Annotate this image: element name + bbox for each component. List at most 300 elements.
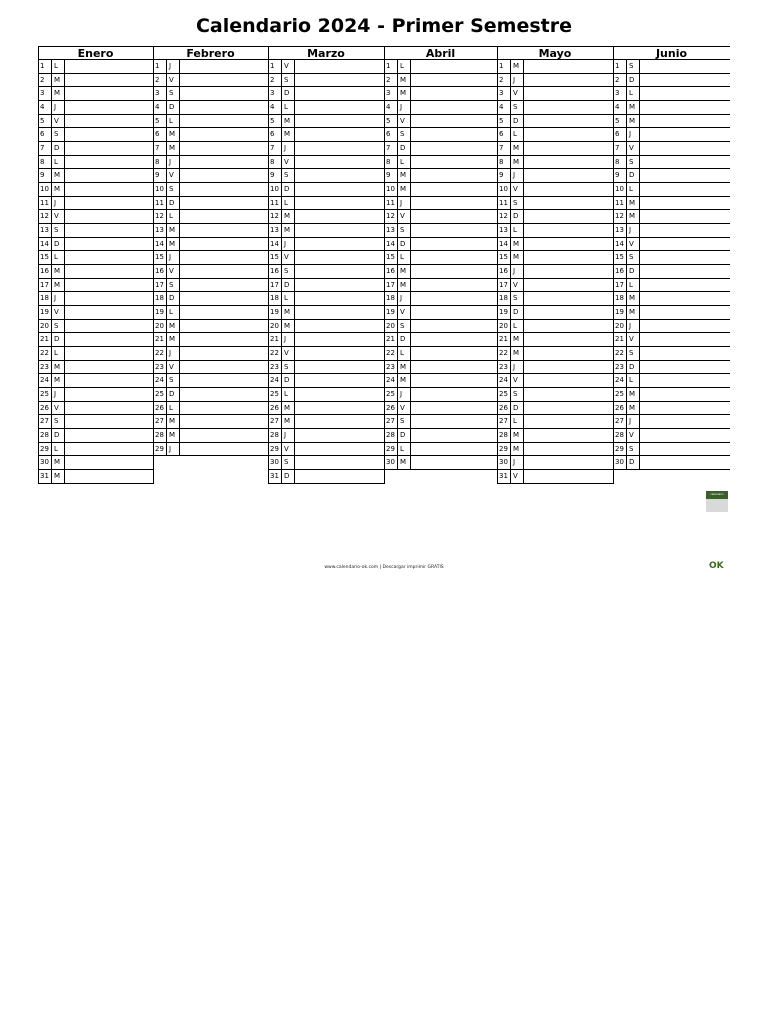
day-row bbox=[613, 87, 730, 101]
cell-divider bbox=[626, 320, 627, 333]
day-number: 19 bbox=[499, 308, 508, 317]
cell-divider bbox=[294, 60, 295, 73]
day-number: 1 bbox=[615, 62, 620, 70]
day-number: 11 bbox=[40, 198, 49, 207]
cell-divider bbox=[294, 183, 295, 196]
cell-divider bbox=[510, 347, 511, 360]
weekday-letter: M bbox=[400, 458, 407, 467]
day-row bbox=[613, 456, 730, 470]
weekday-letter: S bbox=[54, 226, 59, 235]
weekday-letter: D bbox=[54, 144, 60, 153]
cell-divider bbox=[626, 156, 627, 169]
day-number: 13 bbox=[499, 226, 508, 235]
weekday-letter: D bbox=[169, 198, 175, 207]
weekday-letter: S bbox=[629, 253, 634, 262]
day-number: 10 bbox=[270, 185, 279, 194]
weekday-letter: J bbox=[629, 417, 632, 426]
cell-divider bbox=[51, 115, 52, 128]
day-number: 4 bbox=[386, 103, 391, 111]
cell-divider bbox=[639, 429, 640, 442]
day-number: 23 bbox=[615, 362, 624, 371]
weekday-letter: L bbox=[54, 349, 58, 358]
day-row bbox=[384, 101, 497, 115]
cell-divider bbox=[281, 251, 282, 264]
day-number: 3 bbox=[615, 89, 620, 98]
day-number: 8 bbox=[499, 157, 504, 166]
day-row bbox=[153, 292, 268, 306]
day-number: 8 bbox=[386, 157, 391, 166]
weekday-letter: M bbox=[629, 403, 636, 412]
cell-divider bbox=[51, 251, 52, 264]
day-number: 30 bbox=[270, 458, 279, 467]
day-number: 7 bbox=[615, 144, 620, 153]
weekday-letter: D bbox=[284, 376, 290, 385]
day-number: 8 bbox=[155, 157, 160, 166]
day-number: 25 bbox=[155, 390, 164, 399]
day-row bbox=[38, 101, 153, 115]
weekday-letter: M bbox=[169, 144, 176, 153]
day-number: 14 bbox=[40, 239, 49, 248]
cell-divider bbox=[281, 388, 282, 401]
month-column bbox=[384, 46, 497, 484]
cell-divider bbox=[294, 87, 295, 100]
day-row bbox=[497, 402, 613, 416]
day-row bbox=[38, 429, 153, 443]
day-row bbox=[613, 101, 730, 115]
cell-divider bbox=[523, 292, 524, 305]
cell-divider bbox=[626, 456, 627, 469]
day-row bbox=[268, 279, 384, 293]
day-number: 24 bbox=[615, 376, 624, 385]
day-number: 28 bbox=[499, 431, 508, 440]
logo-text: calendario bbox=[706, 491, 728, 499]
weekday-letter: D bbox=[513, 212, 519, 221]
day-number: 4 bbox=[499, 103, 504, 111]
day-number: 5 bbox=[40, 116, 45, 125]
cell-divider bbox=[639, 265, 640, 278]
cell-divider bbox=[639, 306, 640, 319]
cell-divider bbox=[166, 169, 167, 182]
day-row bbox=[153, 224, 268, 238]
cell-divider bbox=[179, 320, 180, 333]
cell-divider bbox=[294, 292, 295, 305]
cell-divider bbox=[639, 115, 640, 128]
day-number: 22 bbox=[40, 349, 49, 358]
cell-divider bbox=[179, 292, 180, 305]
cell-divider bbox=[639, 183, 640, 196]
day-row bbox=[38, 224, 153, 238]
weekday-letter: J bbox=[54, 294, 57, 303]
weekday-letter: D bbox=[284, 280, 290, 289]
cell-divider bbox=[410, 101, 411, 114]
day-number: 21 bbox=[615, 335, 624, 344]
day-row bbox=[613, 333, 730, 347]
day-number: 1 bbox=[155, 62, 160, 70]
cell-divider bbox=[397, 101, 398, 114]
day-row bbox=[268, 224, 384, 238]
day-row bbox=[497, 142, 613, 156]
day-number: 18 bbox=[615, 294, 624, 303]
cell-divider bbox=[281, 115, 282, 128]
day-number: 12 bbox=[386, 212, 395, 221]
cell-divider bbox=[523, 210, 524, 223]
cell-divider bbox=[166, 388, 167, 401]
day-number: 7 bbox=[155, 144, 160, 153]
day-number: 17 bbox=[615, 280, 624, 289]
weekday-letter: D bbox=[629, 75, 635, 84]
cell-divider bbox=[179, 429, 180, 442]
cell-divider bbox=[179, 251, 180, 264]
weekday-letter: S bbox=[513, 390, 518, 399]
weekday-letter: J bbox=[284, 431, 287, 440]
cell-divider bbox=[410, 251, 411, 264]
day-row bbox=[268, 251, 384, 265]
weekday-letter: L bbox=[400, 157, 404, 166]
cell-divider bbox=[523, 224, 524, 237]
day-row bbox=[268, 210, 384, 224]
cell-divider bbox=[166, 101, 167, 114]
cell-divider bbox=[294, 156, 295, 169]
day-row bbox=[38, 238, 153, 252]
day-number: 24 bbox=[386, 376, 395, 385]
cell-divider bbox=[523, 388, 524, 401]
cell-divider bbox=[397, 210, 398, 223]
cell-divider bbox=[281, 361, 282, 374]
cell-divider bbox=[410, 402, 411, 415]
weekday-letter: D bbox=[513, 403, 519, 412]
weekday-letter: V bbox=[284, 157, 289, 166]
cell-divider bbox=[64, 74, 65, 87]
cell-divider bbox=[410, 456, 411, 469]
cell-divider bbox=[510, 361, 511, 374]
day-number: 30 bbox=[386, 458, 395, 467]
day-row bbox=[268, 347, 384, 361]
cell-divider bbox=[294, 128, 295, 141]
day-row bbox=[384, 197, 497, 211]
cell-divider bbox=[64, 238, 65, 251]
weekday-letter: M bbox=[400, 185, 407, 194]
day-row bbox=[38, 115, 153, 129]
day-number: 27 bbox=[270, 417, 279, 426]
day-row bbox=[384, 128, 497, 142]
weekday-letter: J bbox=[400, 294, 403, 303]
day-number: 9 bbox=[499, 171, 504, 180]
cell-divider bbox=[294, 101, 295, 114]
cell-divider bbox=[64, 224, 65, 237]
weekday-letter: S bbox=[629, 62, 634, 70]
cell-divider bbox=[166, 279, 167, 292]
day-row bbox=[153, 265, 268, 279]
weekday-letter: L bbox=[400, 444, 404, 453]
day-number: 17 bbox=[270, 280, 279, 289]
day-row bbox=[268, 115, 384, 129]
cell-divider bbox=[639, 320, 640, 333]
day-number: 19 bbox=[40, 308, 49, 317]
day-number: 27 bbox=[499, 417, 508, 426]
day-row bbox=[497, 333, 613, 347]
cell-divider bbox=[639, 238, 640, 251]
day-row bbox=[38, 470, 153, 484]
cell-divider bbox=[51, 183, 52, 196]
day-row bbox=[153, 210, 268, 224]
day-number: 14 bbox=[155, 239, 164, 248]
day-number: 24 bbox=[155, 376, 164, 385]
weekday-letter: V bbox=[284, 444, 289, 453]
day-number: 25 bbox=[386, 390, 395, 399]
cell-divider bbox=[294, 251, 295, 264]
weekday-letter: J bbox=[513, 75, 516, 84]
day-number: 18 bbox=[155, 294, 164, 303]
weekday-letter: M bbox=[284, 417, 291, 426]
day-number: 6 bbox=[270, 130, 275, 139]
cell-divider bbox=[410, 361, 411, 374]
day-number: 18 bbox=[270, 294, 279, 303]
cell-divider bbox=[51, 265, 52, 278]
cell-divider bbox=[166, 224, 167, 237]
weekday-letter: J bbox=[169, 253, 172, 262]
cell-divider bbox=[166, 238, 167, 251]
day-row bbox=[384, 238, 497, 252]
day-number: 30 bbox=[499, 458, 508, 467]
day-number: 28 bbox=[386, 431, 395, 440]
day-number: 6 bbox=[40, 130, 45, 139]
weekday-letter: S bbox=[400, 417, 405, 426]
weekday-letter: D bbox=[400, 335, 406, 344]
day-row bbox=[268, 292, 384, 306]
weekday-letter: M bbox=[169, 321, 176, 330]
day-number: 16 bbox=[40, 267, 49, 276]
cell-divider bbox=[166, 443, 167, 456]
day-number: 8 bbox=[615, 157, 620, 166]
weekday-letter: M bbox=[284, 403, 291, 412]
day-number: 19 bbox=[386, 308, 395, 317]
day-number: 18 bbox=[499, 294, 508, 303]
weekday-letter: L bbox=[284, 390, 288, 399]
weekday-letter: D bbox=[54, 431, 60, 440]
day-number: 6 bbox=[499, 130, 504, 139]
day-number: 4 bbox=[615, 103, 620, 111]
cell-divider bbox=[639, 388, 640, 401]
cell-divider bbox=[64, 443, 65, 456]
day-number: 8 bbox=[40, 157, 45, 166]
day-row bbox=[268, 142, 384, 156]
weekday-letter: J bbox=[629, 321, 632, 330]
day-row bbox=[38, 169, 153, 183]
month-column bbox=[38, 46, 153, 484]
cell-divider bbox=[410, 238, 411, 251]
cell-divider bbox=[410, 60, 411, 73]
weekday-letter: M bbox=[513, 239, 520, 248]
weekday-letter: D bbox=[284, 185, 290, 194]
cell-divider bbox=[281, 87, 282, 100]
day-number: 9 bbox=[386, 171, 391, 180]
cell-divider bbox=[64, 197, 65, 210]
cell-divider bbox=[397, 429, 398, 442]
day-row bbox=[497, 224, 613, 238]
day-number: 11 bbox=[615, 198, 624, 207]
day-number: 3 bbox=[40, 89, 45, 98]
day-row bbox=[613, 210, 730, 224]
weekday-letter: J bbox=[54, 390, 57, 399]
day-number: 16 bbox=[499, 267, 508, 276]
cell-divider bbox=[626, 402, 627, 415]
day-number: 13 bbox=[386, 226, 395, 235]
cell-divider bbox=[510, 306, 511, 319]
day-row bbox=[497, 128, 613, 142]
weekday-letter: L bbox=[54, 444, 58, 453]
cell-divider bbox=[294, 142, 295, 155]
cell-divider bbox=[64, 115, 65, 128]
day-number: 6 bbox=[615, 130, 620, 139]
cell-divider bbox=[410, 74, 411, 87]
weekday-letter: V bbox=[169, 267, 174, 276]
cell-divider bbox=[410, 415, 411, 428]
cell-divider bbox=[510, 470, 511, 483]
day-number: 13 bbox=[270, 226, 279, 235]
cell-divider bbox=[281, 429, 282, 442]
cell-divider bbox=[510, 210, 511, 223]
day-number: 29 bbox=[615, 444, 624, 453]
cell-divider bbox=[64, 470, 65, 483]
cell-divider bbox=[281, 347, 282, 360]
cell-divider bbox=[179, 224, 180, 237]
weekday-letter: S bbox=[513, 198, 518, 207]
cell-divider bbox=[294, 306, 295, 319]
day-number: 27 bbox=[615, 417, 624, 426]
cell-divider bbox=[523, 374, 524, 387]
day-row bbox=[268, 333, 384, 347]
cell-divider bbox=[639, 87, 640, 100]
weekday-letter: D bbox=[169, 294, 175, 303]
day-number: 21 bbox=[40, 335, 49, 344]
day-number: 10 bbox=[155, 185, 164, 194]
cell-divider bbox=[166, 115, 167, 128]
day-number: 15 bbox=[386, 253, 395, 262]
cell-divider bbox=[179, 142, 180, 155]
weekday-letter: D bbox=[629, 458, 635, 467]
day-row bbox=[268, 128, 384, 142]
weekday-letter: V bbox=[629, 239, 634, 248]
cell-divider bbox=[51, 320, 52, 333]
weekday-letter: V bbox=[284, 349, 289, 358]
weekday-letter: V bbox=[513, 280, 518, 289]
cell-divider bbox=[64, 306, 65, 319]
cell-divider bbox=[523, 306, 524, 319]
cell-divider bbox=[281, 60, 282, 73]
weekday-letter: M bbox=[629, 390, 636, 399]
day-number: 2 bbox=[615, 75, 620, 84]
cell-divider bbox=[510, 156, 511, 169]
weekday-letter: M bbox=[513, 431, 520, 440]
cell-divider bbox=[166, 74, 167, 87]
cell-divider bbox=[179, 60, 180, 73]
day-number: 4 bbox=[270, 103, 275, 111]
day-row bbox=[613, 60, 730, 74]
cell-divider bbox=[410, 388, 411, 401]
day-row bbox=[613, 169, 730, 183]
cell-divider bbox=[397, 224, 398, 237]
day-row bbox=[153, 238, 268, 252]
cell-divider bbox=[64, 128, 65, 141]
cell-divider bbox=[523, 279, 524, 292]
day-row bbox=[384, 292, 497, 306]
day-number: 25 bbox=[499, 390, 508, 399]
cell-divider bbox=[523, 87, 524, 100]
cell-divider bbox=[166, 429, 167, 442]
weekday-letter: L bbox=[513, 226, 517, 235]
cell-divider bbox=[166, 402, 167, 415]
weekday-letter: D bbox=[400, 144, 406, 153]
cell-divider bbox=[281, 210, 282, 223]
cell-divider bbox=[510, 443, 511, 456]
cell-divider bbox=[397, 128, 398, 141]
day-number: 23 bbox=[386, 362, 395, 371]
cell-divider bbox=[51, 128, 52, 141]
day-number: 22 bbox=[386, 349, 395, 358]
day-number: 29 bbox=[386, 444, 395, 453]
day-number: 26 bbox=[270, 403, 279, 412]
day-number: 1 bbox=[270, 62, 275, 70]
day-row bbox=[497, 443, 613, 457]
day-row bbox=[38, 87, 153, 101]
weekday-letter: J bbox=[400, 198, 403, 207]
cell-divider bbox=[294, 347, 295, 360]
day-row bbox=[153, 374, 268, 388]
cell-divider bbox=[410, 279, 411, 292]
weekday-letter: S bbox=[169, 280, 174, 289]
cell-divider bbox=[626, 429, 627, 442]
weekday-letter: J bbox=[169, 62, 172, 70]
day-number: 9 bbox=[615, 171, 620, 180]
day-number: 15 bbox=[499, 253, 508, 262]
day-row bbox=[384, 361, 497, 375]
weekday-letter: M bbox=[629, 294, 636, 303]
weekday-letter: M bbox=[629, 116, 636, 125]
weekday-letter: S bbox=[629, 349, 634, 358]
day-row bbox=[153, 156, 268, 170]
cell-divider bbox=[281, 292, 282, 305]
day-number: 23 bbox=[499, 362, 508, 371]
cell-divider bbox=[179, 306, 180, 319]
day-number: 4 bbox=[40, 103, 45, 111]
weekday-letter: S bbox=[169, 89, 174, 98]
day-number: 10 bbox=[615, 185, 624, 194]
cell-divider bbox=[166, 210, 167, 223]
cell-divider bbox=[281, 306, 282, 319]
day-row bbox=[497, 74, 613, 88]
cell-divider bbox=[281, 128, 282, 141]
cell-divider bbox=[397, 333, 398, 346]
weekday-letter: M bbox=[54, 89, 61, 98]
cell-divider bbox=[510, 402, 511, 415]
day-row bbox=[613, 279, 730, 293]
cell-divider bbox=[510, 279, 511, 292]
day-number: 16 bbox=[386, 267, 395, 276]
day-number: 5 bbox=[615, 116, 620, 125]
day-number: 10 bbox=[40, 185, 49, 194]
cell-divider bbox=[397, 388, 398, 401]
cell-divider bbox=[626, 333, 627, 346]
cell-divider bbox=[510, 415, 511, 428]
month-header: Marzo bbox=[268, 46, 384, 60]
cell-divider bbox=[510, 388, 511, 401]
cell-divider bbox=[397, 292, 398, 305]
day-row bbox=[384, 142, 497, 156]
cell-divider bbox=[64, 210, 65, 223]
cell-divider bbox=[294, 333, 295, 346]
day-number: 1 bbox=[499, 62, 504, 70]
cell-divider bbox=[281, 443, 282, 456]
